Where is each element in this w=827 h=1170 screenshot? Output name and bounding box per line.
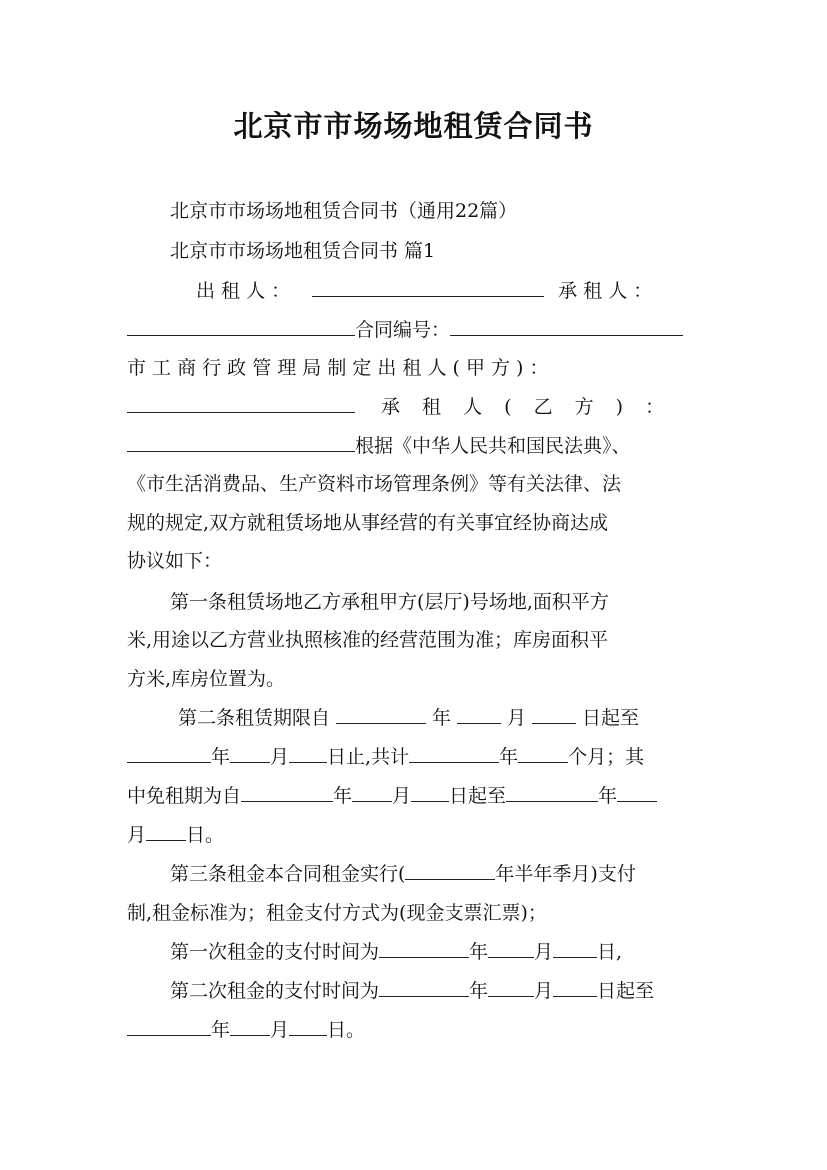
lessor-lessee-line: 出 租 人 ： 承 租 人 ： — [196, 280, 653, 302]
lessee-blank — [127, 317, 355, 336]
subtitle-line: 北京市市场场地租赁合同书（通用22篇） — [170, 200, 518, 222]
lessor-blank — [312, 278, 544, 297]
article-2-line: 月 日。 — [127, 824, 225, 846]
second-payment-line: 第二次租金的支付时间为 年 月 日起至 — [170, 980, 655, 1002]
contract-number-blank — [450, 317, 683, 336]
lessor-party-a-line: 市 工 商 行 政 管 理 局 制 定 出 租 人 ( 甲 方 ) ： — [127, 357, 549, 379]
document-title: 北京市市场场地租赁合同书 — [233, 109, 594, 143]
article-2-line: 年 月 日止,共计 年 个月；其 — [127, 744, 701, 770]
article-1-line: 第一条租赁场地乙方承租甲方(层厅)号场地,面积平方 — [170, 591, 609, 613]
article-1-line: 米,用途以乙方营业执照核准的经营范围为准；库房面积平 — [127, 629, 609, 651]
article-2-line: 中免租期为自 年 月 日起至 年 — [127, 783, 701, 809]
article-1-line: 方米,库房位置为。 — [127, 668, 286, 690]
article-3-line: 第三条租金本合同租金实行( 年半年季月)支付 — [170, 863, 636, 885]
law-reference-line: 根据《中华人民共和国民法典》、 — [127, 433, 701, 459]
second-payment-line: 年 月 日。 — [127, 1017, 701, 1043]
paragraph-line: 规的规定,双方就租赁场地从事经营的有关事宜经协商达成 — [127, 512, 609, 534]
article-2-line: 第二条租赁期限自 年 月 日起至 — [178, 707, 640, 729]
first-payment-line: 第一次租金的支付时间为 年 月 日, — [170, 941, 623, 963]
contract-number-line: 合同编号： — [127, 317, 701, 343]
party-b-blank — [127, 433, 355, 452]
lessee-party-b-line: 承 租 人 ( 乙 方 ) ： — [127, 394, 701, 420]
article-3-line: 制,租金标准为；租金支付方式为(现金支票汇票)； — [127, 902, 547, 924]
party-a-blank — [127, 394, 355, 413]
section-heading: 北京市市场场地租赁合同书 篇1 — [170, 240, 436, 262]
paragraph-line: 协议如下： — [127, 550, 223, 572]
paragraph-line: 《市生活消费品、生产资料市场管理条例》等有关法律、法 — [127, 473, 622, 495]
